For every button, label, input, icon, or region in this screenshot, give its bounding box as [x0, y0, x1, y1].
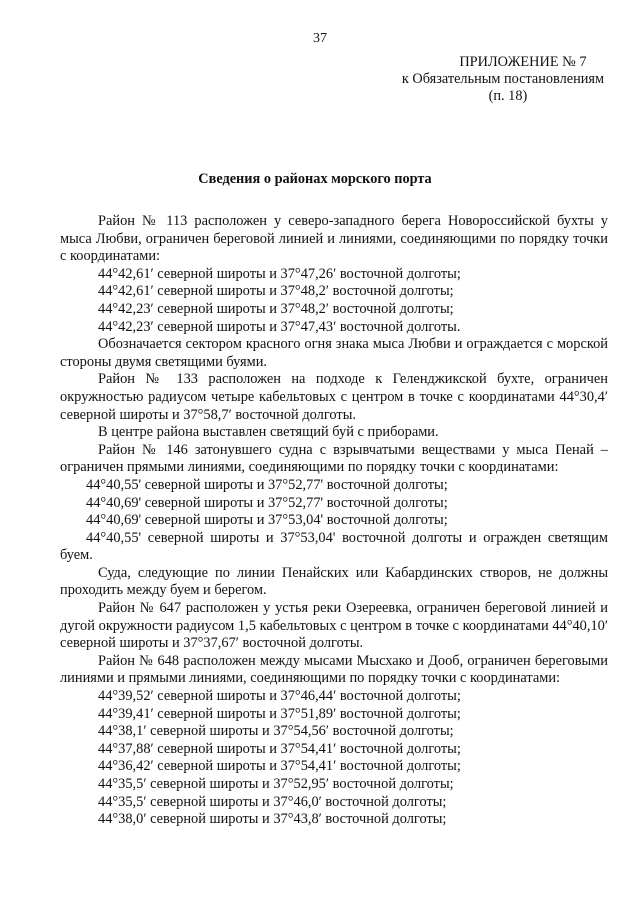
- appendix-title: ПРИЛОЖЕНИЕ № 7: [459, 54, 587, 70]
- paragraph-area-648: Район № 648 расположен между мысами Мысхако и Дооб, ограничен береговыми линиями и прямыми линиями, соединяющими по порядку точки с координатами:: [60, 652, 608, 687]
- paragraph-area-133-buoy: В центре района выставлен светящий буй с приборами.: [98, 424, 439, 441]
- coordinate-line-last: 44°40,55' северной широты и 37°53,04' восточной долготы и огражден светящим буем.: [60, 529, 608, 564]
- coordinate-line: 44°39,41′ северной широты и 37°51,89′ восточной долготы;: [98, 705, 461, 722]
- coordinate-line: 44°37,88′ северной широты и 37°54,41′ восточной долготы;: [98, 740, 461, 757]
- paragraph-area-133: Район № 133 расположен на подходе к Геленджикской бухте, ограничен окружностью радиусом четыре кабельтовых с центром в точке с координатами 44°30,4′ северной широты и 37°58,7′ восточной долготы.: [60, 371, 608, 423]
- coordinate-line: 44°42,61′ северной широты и 37°48,2′ восточной долготы;: [98, 283, 454, 300]
- coordinate-line: 44°36,42′ северной широты и 37°54,41′ восточной долготы;: [98, 758, 461, 775]
- coordinate-line: 44°39,52′ северной широты и 37°46,44′ восточной долготы;: [98, 688, 461, 705]
- paragraph-area-113: Район № 113 расположен у северо-западного берега Новороссийской бухты у мыса Любви, ограничен береговой линией и линиями, соединяющими по порядку точки с координатами:: [60, 213, 608, 265]
- appendix-clause: (п. 18): [488, 88, 528, 104]
- paragraph-area-146-note: Суда, следующие по линии Пенайских или Кабардинских створов, не должны проходить между буем и берегом.: [60, 564, 608, 599]
- coordinate-line: 44°38,1′ северной широты и 37°54,56′ восточной долготы;: [98, 723, 454, 740]
- coordinate-line: 44°35,5′ северной широты и 37°52,95′ восточной долготы;: [98, 776, 454, 792]
- page-number: 37: [313, 31, 327, 46]
- coordinate-line: 44°40,69' северной широты и 37°52,77' восточной долготы;: [86, 494, 448, 511]
- coordinate-line: 44°40,55' северной широты и 37°52,77' восточной долготы;: [86, 476, 448, 493]
- paragraph-area-647: Район № 647 расположен у устья реки Озереевка, ограничен береговой линией и дугой окружности радиусом 1,5 кабельтовых с центром в точке с координатами 44°40,10′ северной широты и 37°37,67′ восточной долготы.: [60, 600, 608, 652]
- document-body: [60, 213, 608, 829]
- coordinate-line: 44°42,23′ северной широты и 37°48,2′ восточной долготы;: [98, 300, 454, 317]
- coordinate-line: 44°42,23′ северной широты и 37°47,43′ восточной долготы.: [98, 318, 461, 335]
- coordinate-line: 44°38,0′ северной широты и 37°43,8′ восточной долготы;: [98, 811, 447, 828]
- paragraph-area-113-marking: Обозначается сектором красного огня знака мыса Любви и ограждается с морской стороны двумя светящими буями.: [60, 336, 608, 370]
- appendix-subtitle: к Обязательным постановлениям: [401, 71, 604, 87]
- document-title: Сведения о районах морского порта: [198, 171, 432, 187]
- coordinate-line: 44°35,5′ северной широты и 37°46,0′ восточной долготы;: [98, 793, 447, 810]
- appendix-header: [402, 54, 604, 105]
- paragraph-area-146: Район № 146 затонувшего судна с взрывчатыми веществами у мыса Пенай – ограничен прямыми линиями, соединяющими по порядку точки с координатами:: [60, 441, 608, 476]
- coordinate-line: 44°40,69' северной широты и 37°53,04' восточной долготы;: [86, 512, 448, 529]
- coordinate-line: 44°42,61′ северной широты и 37°47,26′ восточной долготы;: [98, 265, 461, 282]
